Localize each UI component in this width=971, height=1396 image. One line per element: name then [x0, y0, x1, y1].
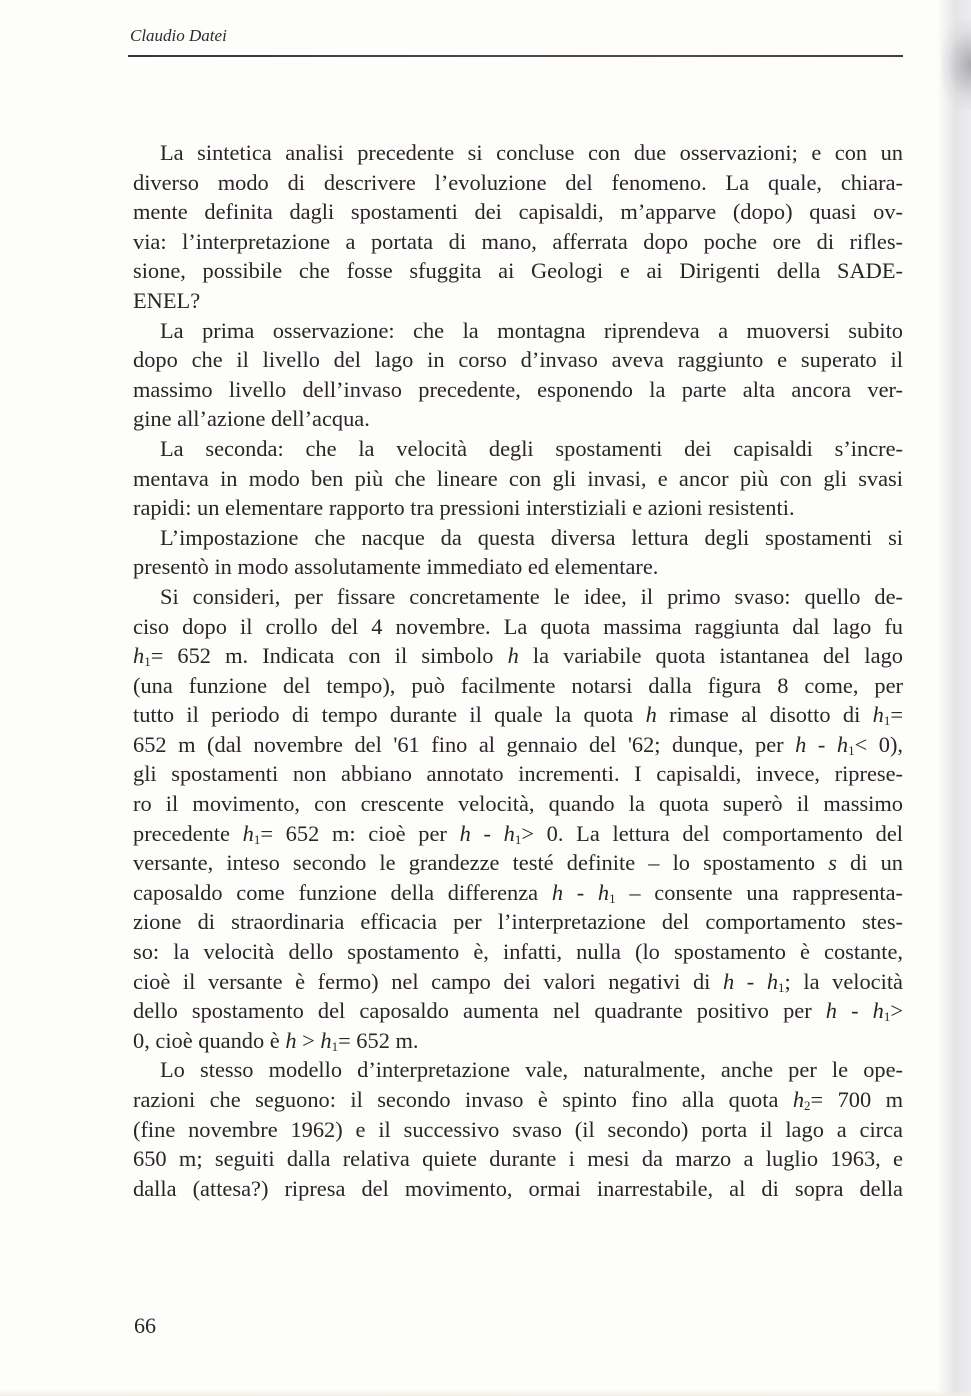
- text-line: [133, 819, 903, 849]
- text-run: = 652 m. Indicata con il simbolo: [150, 643, 508, 669]
- text-run: Si consideri, per fissare concretamente le idee, il primo svaso: quello de-: [160, 583, 903, 609]
- text-run: di un: [836, 850, 903, 876]
- text-run: so: la velocità dello spostamento è, infatti, nulla (lo spostamento è costante,: [133, 939, 903, 965]
- text-run: -: [563, 879, 598, 905]
- text-line: [133, 464, 903, 494]
- text-line: [133, 907, 903, 937]
- text-line: [133, 256, 903, 286]
- text-run: dalla (attesa?) ripresa del movimento, ormai inarrestabile, al di sopra della: [133, 1175, 903, 1201]
- body-text: [133, 138, 903, 1203]
- text-run: Lo stesso modello d’interpretazione vale, naturalmente, anche per le ope-: [160, 1057, 903, 1083]
- italic-variable: h: [459, 820, 471, 846]
- italic-variable: h: [597, 879, 610, 905]
- italic-variable: h: [872, 998, 884, 1024]
- text-run: ciso dopo il crollo del 4 novembre. La quota massima raggiunta dal lago fu: [133, 613, 903, 639]
- text-run: diverso modo di descrivere l’evoluzione del fenomeno. La quale, chiara-: [133, 169, 903, 195]
- text-run: gine all’azione dell’acqua.: [133, 406, 370, 432]
- italic-variable: h: [645, 702, 657, 728]
- subscript: 1: [609, 890, 616, 906]
- page-gutter-shadow-top: [941, 20, 971, 110]
- text-run: > 0. La lettura del comportamento del: [521, 820, 903, 846]
- italic-variable: h: [503, 820, 515, 846]
- text-run: -: [806, 731, 837, 757]
- text-run: >: [296, 1027, 321, 1053]
- italic-variable: s: [828, 850, 837, 876]
- text-run: 0, cioè quando è: [133, 1027, 286, 1053]
- text-run: (una funzione del tempo), può facilmente notarsi dalla figura 8 come, per: [133, 672, 903, 698]
- italic-variable: h: [320, 1027, 332, 1053]
- text-run: tutto il periodo di tempo durante il quale la quota: [133, 702, 646, 728]
- text-line: [133, 1174, 903, 1204]
- italic-variable: h: [836, 731, 849, 757]
- text-line: [133, 937, 903, 967]
- text-run: (fine novembre 1962) e il successivo svaso (il secondo) porta il lago a circa: [133, 1116, 903, 1142]
- header-rule: [128, 55, 903, 57]
- text-line: [133, 493, 903, 523]
- text-run: 650 m; seguiti dalla relativa quiete durante i mesi da marzo a luglio 1963, e: [133, 1146, 903, 1172]
- subscript: 1: [144, 654, 151, 670]
- text-run: dello spostamento del caposaldo aumenta nel quadrante positivo per: [133, 998, 826, 1024]
- subscript: 1: [778, 979, 785, 995]
- text-run: < 0),: [854, 731, 903, 757]
- text-run: >: [890, 998, 903, 1024]
- text-run: cioè il versante è fermo) nel campo dei valori negativi di: [133, 968, 723, 994]
- text-run: =: [890, 702, 903, 728]
- text-run: -: [734, 968, 767, 994]
- text-run: precedente: [133, 820, 243, 846]
- italic-variable: h: [872, 702, 884, 728]
- text-run: versante, inteso secondo le grandezze testé definite – lo spostamento: [133, 850, 829, 876]
- text-line: [133, 227, 903, 257]
- text-run: rapidi: un elementare rapporto tra pressioni interstiziali e azioni resistenti.: [133, 495, 795, 521]
- text-line: [133, 345, 903, 375]
- text-run: mente definita dagli spostamenti dei capisaldi, m’apparve (dopo) quasi ov-: [133, 199, 903, 225]
- subscript: 1: [253, 831, 261, 847]
- italic-variable: h: [507, 643, 519, 669]
- text-run: 652 m (dal novembre del '61 fino al gennaio del '62; dunque, per: [133, 731, 796, 757]
- text-run: ro il movimento, con crescente velocità, quando la quota superò il massimo: [133, 791, 903, 817]
- subscript: 1: [848, 742, 855, 758]
- page-gutter-shadow: [937, 0, 971, 1396]
- text-run: = 700 m: [810, 1087, 903, 1112]
- text-run: gli spostamenti non abbiano annotato incrementi. I capisaldi, invece, riprese-: [133, 761, 903, 787]
- italic-variable: h: [795, 731, 807, 757]
- text-run: -: [470, 820, 504, 846]
- text-line: [133, 1085, 903, 1115]
- text-line: [133, 730, 903, 760]
- text-run: presentò in modo assolutamente immediato ed elementare.: [133, 554, 659, 580]
- text-run: = 652 m.: [338, 1027, 419, 1053]
- text-line: [133, 375, 903, 405]
- text-line: [133, 552, 903, 582]
- text-line: [133, 523, 903, 553]
- text-run: ; la velocità: [784, 968, 903, 994]
- text-line: [133, 138, 903, 168]
- text-line: [133, 878, 903, 908]
- text-line: [133, 286, 903, 316]
- text-line: [133, 759, 903, 789]
- italic-variable: h: [792, 1087, 805, 1112]
- text-run: La seconda: che la velocità degli spostamenti dei capisaldi s’incre-: [160, 435, 903, 461]
- subscript: 1: [883, 1009, 891, 1025]
- text-line: [133, 789, 903, 819]
- text-line: [133, 1144, 903, 1174]
- text-line: [133, 1055, 903, 1085]
- text-run: L’impostazione che nacque da questa diversa lettura degli spostamenti si: [160, 524, 903, 550]
- text-run: la variabile quota istantanea del lago: [518, 643, 903, 669]
- text-run: rimase al disotto di: [656, 702, 873, 728]
- text-run: La prima osservazione: che la montagna riprendeva a muoversi subito: [160, 317, 903, 343]
- subscript: 1: [331, 1038, 339, 1054]
- text-line: [133, 848, 903, 878]
- text-line: [133, 404, 903, 434]
- running-head-author: Claudio Datei: [130, 26, 227, 45]
- text-run: ENEL?: [133, 287, 201, 313]
- italic-variable: h: [766, 968, 779, 994]
- text-line: [133, 700, 903, 730]
- page-number: 66: [134, 1313, 156, 1338]
- italic-variable: h: [551, 879, 564, 905]
- text-line: [133, 612, 903, 642]
- text-line: [133, 996, 903, 1026]
- text-line: [133, 197, 903, 227]
- text-line: [133, 967, 903, 997]
- text-run: dopo che il livello del lago in corso d’invaso aveva raggiunto e superato il: [133, 347, 903, 373]
- text-run: massimo livello dell’invaso precedente, esponendo la parte alta ancora ver-: [133, 376, 903, 402]
- italic-variable: h: [242, 820, 254, 846]
- text-run: razioni che seguono: il secondo invaso è spinto fino alla quota: [133, 1087, 793, 1112]
- text-run: via: l’interpretazione a portata di mano, afferrata dopo poche ore di rifles-: [133, 228, 903, 254]
- text-line: [133, 434, 903, 464]
- subscript: 1: [883, 713, 891, 729]
- italic-variable: h: [825, 998, 837, 1024]
- text-run: = 652 m: cioè per: [260, 820, 460, 846]
- text-line: [133, 316, 903, 346]
- subscript: 2: [804, 1098, 811, 1113]
- text-run: caposaldo come funzione della differenza: [133, 879, 552, 905]
- text-run: La sintetica analisi precedente si concluse con due osservazioni; e con un: [160, 140, 903, 165]
- text-line: [133, 1026, 903, 1056]
- italic-variable: h: [133, 643, 145, 669]
- text-line: [133, 168, 903, 198]
- text-run: – consente una rappresenta-: [615, 879, 904, 905]
- italic-variable: h: [722, 968, 735, 994]
- text-run: mentava in modo ben più che lineare con gli invasi, e ancor più con gli svasi: [133, 465, 903, 491]
- text-line: [133, 582, 903, 612]
- text-run: zione di straordinaria efficacia per l’interpretazione del comportamento stes-: [133, 909, 903, 935]
- text-run: -: [836, 998, 873, 1024]
- text-run: sione, possibile che fosse sfuggita ai Geologi e ai Dirigenti della SADE-: [133, 258, 903, 284]
- page-bottom-edge: [0, 1390, 971, 1396]
- text-line: [133, 671, 903, 701]
- text-line: [133, 641, 903, 671]
- text-line: [133, 1115, 903, 1145]
- italic-variable: h: [285, 1027, 297, 1053]
- subscript: 1: [514, 831, 522, 847]
